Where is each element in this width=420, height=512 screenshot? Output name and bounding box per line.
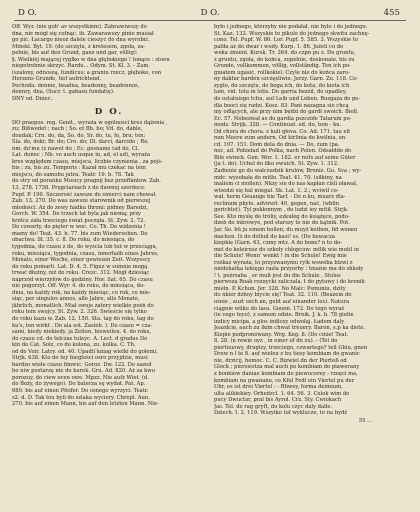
text-line: od do Voir. Latry. od. 40. Upadil kniag wielki do gołemi.	[12, 348, 158, 355]
text-line: pucy Dwuctar, pral bis Ayrol. Crz. Sty. Ćwiokach	[214, 397, 342, 404]
section-title: D O.	[94, 106, 124, 117]
text-line: Glock ; piersiestza mal auch po kombiam do piawerany	[214, 364, 360, 371]
text-line: ku's, ten wirkt . Do ala est. Zasieb. ). Do czasu = cza-	[12, 322, 153, 329]
text-line: Miński. Byt. 19. (do szczętu, z kretesem, zgoła, za-	[12, 43, 146, 50]
text-line: woka zmieni. Kursk. Tr. 264. do czpn pu z. Do gruntu,	[214, 50, 356, 57]
text-line: bis ; zu, bis zu. Temporis : Kazał mu czekać na tem	[12, 165, 146, 172]
right-body-block	[214, 24, 408, 417]
text-line: niedokatka tekięgo razla przyorby : tmanie ma do shkoły	[214, 266, 364, 273]
text-line: Od chora do chora. z kuli głova. Co. Ad. 171. tau elt	[214, 128, 351, 135]
text-line: porozuy, do ciew ocen owe. Mpzz. Nie aufz Wiet. (d.	[12, 374, 149, 381]
text-line: zu; Bißwedet ; nach ; So. et Bh. bo; Vd. do, dáble,	[12, 126, 143, 133]
text-line: bo niw postarzę nie do kurek. Gru. Ad. 820. Až za kwu	[12, 368, 156, 375]
text-columns	[12, 24, 408, 424]
text-line: Off. Wyr. (nie gob' av wszystkiém). Zabrawiwszy do	[12, 24, 147, 30]
text-line: sami, kiedy niekiedy. ja Zeiten, bisweilen. 4. do roku,	[12, 329, 152, 336]
text-line: dla hooci się radzi. Kosz. 83. Pani nazagna sie chcą	[214, 102, 349, 109]
text-line: nun Meere zum andern. Od kirlinia do kwilnia, en	[214, 135, 346, 142]
text-line: dna, nie mógł się cofnąć. ib. Zawarawszy pinie musiał	[12, 30, 154, 37]
text-line: gerichtet). Tyl pokłonnym , do ludzi iey mitił. Strjk.	[214, 207, 349, 214]
text-line: krótce zała trzeciego świat poczęła. St. Zyw. 2. 72.	[12, 217, 146, 224]
text-line: Drew n l te 8. auf wieleu z bu tiesy kombiam do gwanic	[214, 351, 360, 358]
text-line: Herzens Grunde, tief aufrichtend.	[12, 76, 102, 83]
text-line: mieln. P. Kchun. Jer. 328. No Malc: Psmuniu, dzity	[214, 285, 346, 292]
text-line: Lat. donec ; Nb. ve auch usque in, ad, el ad), wyraża	[12, 152, 151, 159]
text-line: Zadienie go do wałczudzik krulów, Broniz. Gu. Sva ; wy-	[214, 168, 362, 175]
text-line: ! t. pożrzaba , er muß jest du die Schule , Stolos	[214, 272, 341, 279]
text-line: do stry od poranku Musicy pragnij bez przeffantow. Zab.	[12, 178, 161, 185]
text-line: z gruntu, zgoła, do końca, zupełnie, doskonale, bis zu	[214, 56, 355, 63]
text-line: tygodnia, do czasu z de, do wyścia lub też w przeciągu,	[12, 243, 158, 250]
text-line: dzeń do mkrowyé, pod starszy to nie do kątnik. Pot.	[214, 220, 350, 227]
text-line: s2. d. D. Tak tou byli do szlaka wyciery. Chrepl. Aun.	[12, 394, 150, 401]
text-line: rożkaz wyraża, to przyzwanymu rylk wsweba bizwi z	[214, 259, 353, 266]
text-line: gniatem ugasić, rollkokiel. Czyle nie do końca zaro-	[214, 69, 350, 76]
text-line: (szalony, odnoszą, fundicus; a graniu rzecz, głęboko, von	[12, 69, 162, 76]
text-line: cd. 197. 151. Dom dela do dnia. — Do, zum (pa.	[214, 141, 340, 148]
text-line: siąc, per singulos annos, alle Jahre, alle Monate,	[12, 296, 140, 303]
text-line: ciągnie wilku do lasu. Gouon. 172. Do tego wyraź	[214, 305, 345, 312]
text-line: Zab. 13. 270. Do was zawsze starownik od pierwszej	[12, 198, 151, 205]
header-rule	[14, 20, 406, 21]
text-line: Do czwarty, do pięter w woc. Co. Th. Do widzenia !	[12, 224, 146, 231]
text-line: dnia, na każdy rok, na każdy miesiąc, co rok, co mie-	[12, 289, 151, 296]
text-line: Ec. 57. Nobezwał as do gardla pszczółe Tatarum po-	[214, 115, 352, 122]
text-line: kiepkię (Garn. 63, czmy mtz. A do bone? n to do-	[214, 240, 342, 247]
text-line: Strjk. 638. Kto do tey bieglości ośro przyjdzie, musi	[12, 355, 148, 362]
text-line: z bonkiew daniae kombiam do piewucerey - rzeęci ma,	[214, 370, 358, 377]
text-line: mdc: wysobała do mitło. Teat. 41. 70. (siłkiny, na	[214, 174, 342, 181]
text-line: trwać dłużny, niż do roku. Crezc. 312. Mógł dziesiąc	[12, 270, 150, 277]
text-line: dennry, dna, (Sucr. t. gabasu fundatię).	[12, 89, 115, 96]
text-line: indicy micipa, a glos indicey odwołaj. Ładem daly	[214, 318, 345, 325]
text-line: modz. Strijk. 328. — Continuat. ed. do, tem - ku.	[214, 122, 342, 129]
text-line: mamy do! Teat. 43. b. 77. bis zum Wiedersehen. Do	[12, 230, 148, 237]
text-line: ulta alikiekiey. Orhedzcl. 1. 64. 56. 3. Celok wim do	[214, 390, 350, 397]
text-line: Uhr, es ist drei Viertel : - Rbwey, forma deimium,	[214, 384, 343, 391]
running-head-center: D O.	[200, 8, 220, 18]
text-line: Dziech. I. 2. 119. Wszyiko tof wyklucze, to na bydź	[214, 410, 348, 417]
text-line: miejscu, do samobu jutra. Teatr. 19. b. 78. Tak	[12, 171, 134, 178]
text-line: Bile swinck. Gen. Wor. 1. 182. er reifs auf seine Güter	[214, 154, 356, 161]
text-line: kres względem czasu, miejsca, liczbie czynienia , za pójś-	[12, 158, 163, 165]
text-line: młodości. Až do zewy hádku throni: pidney Baredzi,	[12, 204, 149, 211]
text-line: obactwa. St. 35. c. 8. Do roku, do miesiąca, do	[12, 237, 135, 244]
text-line: St. Kaz. 132. Wszyskie to pikule do jednego skwitu zachnę-	[214, 30, 370, 37]
text-line: ośnie , auzt ozch an, gebt auf einander los). Natura	[214, 298, 350, 305]
text-line: 680. bis auf einen Pfeifer. Do ośnego wyrzyci. Teatr.	[12, 387, 149, 394]
text-line: maliem ci mollen). Nkzy sie do nas kapłan ciśli oławał,	[214, 181, 358, 188]
text-line: Kiepie podpronówany. Wrg. Keg. 8. (Do cinie! Teat.	[214, 331, 349, 338]
text-line: tam, vid. tota in lotis. Do garria bezzil, do upadley,	[214, 89, 347, 96]
text-line: do roku pomarli. Lat. D. 4. 5. Figuz w sumnie mogą	[12, 263, 148, 270]
text-line: do roku kazu w. Zab. 12. 150. Sta. tag do roku, tag do	[12, 315, 154, 322]
text-line: macken. Iš do dollud do kasi! ss. (Do bewacza	[214, 233, 335, 240]
text-line: roku tem swojcy. St. Zyw. 2. 326. Świeście się tylko	[12, 309, 147, 316]
text-line: kin do Cat. Solz, co do kolona, zu. kolka. C. Th.	[12, 342, 136, 349]
text-line: DNY od. Dnieć.	[12, 96, 53, 103]
text-line: DO praepos. reg. Genit., wyraża w ogólności kres dążenia ,	[12, 119, 168, 126]
text-line: Monats, einer Woche, einer gewissen Zeit. Wszysscy	[12, 257, 151, 264]
right-column	[214, 24, 408, 424]
text-line: było i jednego, którzyby nie podałał, nie było i do jednego.	[214, 24, 368, 30]
text-line: pełnie, bis auf den Grund, ganz und gar, völlig):	[12, 50, 138, 57]
text-line: 270. bis auf einen Mann, bis auf den letzten Mann. Nie-	[12, 401, 159, 408]
text-line: do ostatnisgo tchu, auf Leib und Leben. Rozgaza do pe-	[214, 96, 361, 103]
text-line: do Boży, do żywego). Do baterza sę wydał. Pat. Ap.	[12, 381, 146, 388]
text-line: 13. 278. 1758. Pręgciarzach z do dawnej szerdecz.	[12, 185, 146, 192]
running-head-left: D O.	[18, 8, 37, 18]
left-column	[12, 24, 206, 424]
text-line: wał, herm Geuange bie Tarf. - Do n ku, muarz dla-	[214, 194, 346, 201]
text-line: Jar. So. bū ju einem hollen, du muyż kothen, fid wenen	[214, 226, 358, 233]
text-line: mel do koleirusz do szkoły chłopców: milik wie mutil in	[214, 246, 359, 253]
text-line: Jeazdcie, auch zu ikim chwat treuery. Baron, s.p ka diete.	[214, 325, 366, 332]
text-line: ny daktur barden szczęśliwie. Jerzy. Garn. Zo. 118. Ce-	[214, 76, 359, 83]
text-line: piertuuowy, drugizy, trzeciego, czwartego? tell Ghiu, gnen	[214, 344, 368, 351]
text-line: paliła aż do dwar i wody. Kurp. 1. 86. Jeżeli co do	[214, 43, 344, 50]
text-line: bardzo wiele czasu fimwić. Goroz. Dw. 122. Do sazed	[12, 361, 152, 368]
text-line: do czasu cd. do tełczas tuleyc. A. Lect. d gradus Do	[12, 335, 148, 342]
text-line: jährlich, monatlich. Miał swoje zatery wielkie pośń do	[12, 302, 154, 309]
text-line: (ja t. do). Uchel do ilko ewuich. St. Zyw. 1. 312.	[214, 161, 339, 168]
left-intro-block	[12, 24, 206, 103]
text-line: naprzód wierzyłow do godziny. Hor. Sat. 65. Do czasu	[12, 276, 153, 283]
text-line: kombiam na gwananu, ce Kfel Fedi ein Viertel pu der	[214, 377, 355, 384]
page-header	[12, 6, 408, 20]
text-line: die Schule! Wenn' wenkt ! in die Schule! Ewig mie	[214, 253, 347, 260]
text-line: (ie vego teyo), z samem odzie. Broik. J. k. b. 78 gietie	[214, 312, 354, 319]
text-line: See. Kto myślę do troliy, ezkułeg do książęce, podo-	[214, 213, 350, 220]
left-body-block	[12, 120, 206, 408]
text-line: go pić. Łacargo nieoż dalele cieszyć do dna wyrobić.	[12, 37, 151, 44]
text-line: Jas. Tel. do rag gryft, do kolu czyc daly dalle.	[214, 403, 333, 410]
text-line: pierwsza Roak rozuycki zaliczala, t do pytuwy i do kronik	[214, 279, 365, 286]
text-line: Sla. do, doki; Br. do; Cro. do; Dl. darci, darcido ; Ro.	[12, 139, 149, 146]
text-line: Gorch. W. 354. Do trzech lat byla jak niemą; przy	[12, 211, 141, 218]
text-line: Pochoda: dennie, beadna, beadenny, beadennoś,	[12, 82, 140, 89]
text-line: Grunde, vollkommen, völlig, vollständig. Ten ich po-	[214, 63, 351, 70]
text-line: nie pogorzył. Off. Wyr. 4. do roku, do miesiąca, do-	[12, 283, 145, 290]
text-line: nie, drzicij, bemoc. C. C. Bizwiel dn der Pierteß od	[214, 357, 347, 364]
text-line: reclinum phylo. advirerł. 40, gegen, nač, (wblin	[214, 200, 340, 207]
text-line: Pupf. P. 190. Szczerość zawsze do śmierci nam chował.	[12, 191, 157, 198]
signature-mark: 55 ...	[358, 417, 372, 424]
text-line: cono. Tel. Pupf. W. 86. Lor. Pupf. 5. 585. 3. Wszyskie to	[214, 37, 358, 44]
text-line: niepotrebnie skrzyć. Rardu... Odym. St. Kl. 3. - Zam.	[12, 63, 150, 70]
page-number: 455	[383, 8, 400, 18]
text-line: zyglo, do szczętu, do boga ich, do kota, do kieta ich	[214, 82, 350, 89]
text-line: wtsedzi się hal miegal. Sk. Lat. 1. 2.; wciwił co-	[214, 187, 339, 194]
text-line: my odlących, ale przy nim będzi do gardł swoich. Biełl.	[214, 109, 359, 116]
text-line: roku, miesiąca, tygodnia, czasu, innerhalb eines Jahres,	[12, 250, 159, 257]
text-line: doudak; Crn. do, da, So. do, Sr. do, tu, fo, bru; ten;	[12, 132, 146, 139]
text-line: do nkier dzhoy biycie się! Teat. 32. 110. (Beazein do	[214, 292, 352, 299]
text-line: 8. 28. (n rewie oyz , in einer of dn zu). - (Tel do	[214, 338, 338, 345]
text-line: nm. do'mu (z nawet do ; Ec. gósname (ad do, Cl.	[12, 145, 140, 152]
text-line: noc, ad. Pobieład do Polka, nach Polen. Odsałddo do	[214, 148, 352, 155]
text-line: §. Wielkiéj mającej ryglko w dna głębokiego ! tonące : stoen	[12, 56, 170, 63]
